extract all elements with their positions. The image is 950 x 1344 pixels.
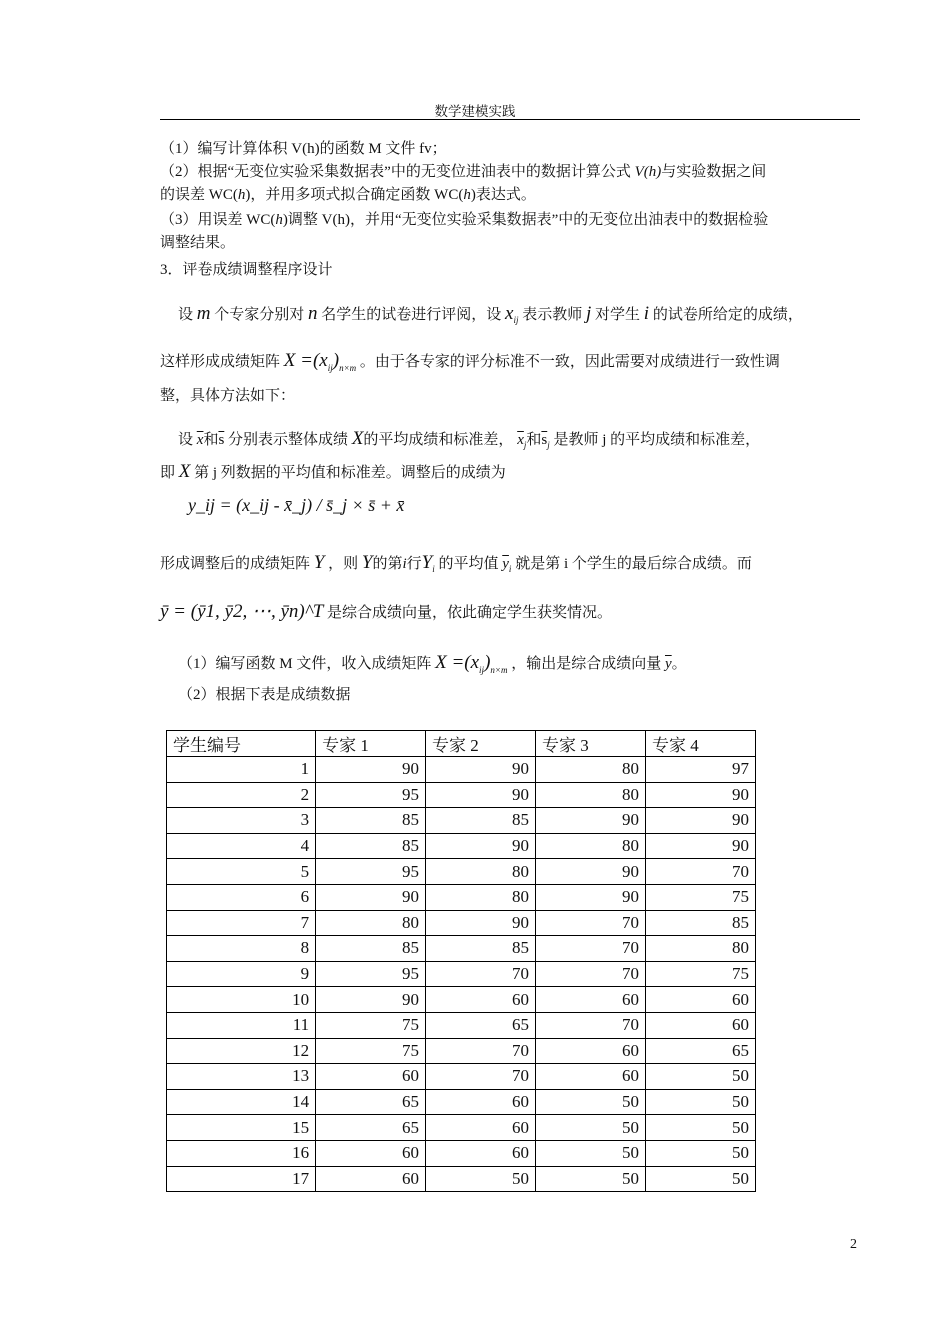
table-cell: 80 bbox=[536, 757, 646, 783]
table-cell: 60 bbox=[645, 987, 755, 1013]
table-cell: 90 bbox=[426, 833, 536, 859]
table-cell: 9 bbox=[167, 961, 316, 987]
table-cell: 60 bbox=[536, 1038, 646, 1064]
column-header: 专家 4 bbox=[645, 731, 755, 757]
table-cell: 80 bbox=[316, 910, 426, 936]
table-cell: 50 bbox=[536, 1140, 646, 1166]
table-cell: 5 bbox=[167, 859, 316, 885]
item-3-line-2: 调整结果。 bbox=[160, 235, 236, 251]
table-cell: 50 bbox=[536, 1115, 646, 1141]
table-cell: 8 bbox=[167, 936, 316, 962]
table-cell: 3 bbox=[167, 808, 316, 834]
table-cell: 70 bbox=[536, 961, 646, 987]
table-cell: 90 bbox=[645, 833, 755, 859]
table-cell: 80 bbox=[426, 859, 536, 885]
paragraph-5: 即 X 第 j 列数据的平均值和标准差。调整后的成绩为 bbox=[160, 461, 506, 482]
item-1: （1）编写计算体积 V(h)的函数 M 文件 fv； bbox=[160, 141, 447, 157]
table-cell: 70 bbox=[426, 961, 536, 987]
table-cell: 60 bbox=[645, 1012, 755, 1038]
table-row bbox=[167, 782, 756, 808]
table-cell: 11 bbox=[167, 1012, 316, 1038]
paragraph-2: 这样形成成绩矩阵 $X =(x_{ij})_{n\times m}$ 。由于各专家的评分标准不一致，因此需要对成绩进行一致性调 bbox=[160, 350, 780, 373]
table-cell: 6 bbox=[167, 884, 316, 910]
table-cell: 14 bbox=[167, 1089, 316, 1115]
item-2-line-2: 的误差 WC(h)，并用多项式拟合确定函数 WC(h)表达式。 bbox=[160, 187, 536, 203]
column-header: 专家 2 bbox=[426, 731, 536, 757]
table-cell: 16 bbox=[167, 1140, 316, 1166]
table-cell: 4 bbox=[167, 833, 316, 859]
table-cell: 50 bbox=[645, 1089, 755, 1115]
table-cell: 12 bbox=[167, 1038, 316, 1064]
adjusted-score-formula: y_ij = (x_ij - x̄_j) / s̄_j × s̄ + x̄ bbox=[188, 495, 405, 515]
table-row bbox=[167, 1012, 756, 1038]
paragraph-1: 设 m 个专家分别对 n 名学生的试卷进行评阅，设 $x_{ij}$ 表示教师 j 对学生 i 的试卷所给定的成绩， bbox=[178, 303, 803, 325]
table-cell: 50 bbox=[645, 1166, 755, 1192]
table-cell: 75 bbox=[316, 1038, 426, 1064]
table-cell: 70 bbox=[536, 1012, 646, 1038]
table-cell: 95 bbox=[316, 859, 426, 885]
item-3-line-1: （3）用误差 WC(h)调整 V(h)，并用“无变位实验采集数据表”中的无变位出油表中的数据检验 bbox=[160, 212, 769, 228]
paragraph-6: 形成调整后的成绩矩阵 Y ，则 Y的第i行$Y_i$ 的平均值 $\overline{y}_i$ 就是第 i 个学生的最后综合成绩。而 bbox=[160, 552, 752, 574]
table-cell: 50 bbox=[645, 1140, 755, 1166]
table-row bbox=[167, 987, 756, 1013]
table-cell: 90 bbox=[536, 859, 646, 885]
table-row bbox=[167, 961, 756, 987]
table-cell: 70 bbox=[426, 1038, 536, 1064]
table-cell: 13 bbox=[167, 1064, 316, 1090]
table-cell: 50 bbox=[426, 1166, 536, 1192]
table-row bbox=[167, 757, 756, 783]
table-cell: 80 bbox=[645, 936, 755, 962]
table-cell: 60 bbox=[316, 1166, 426, 1192]
table-cell: 97 bbox=[645, 757, 755, 783]
table-cell: 75 bbox=[316, 1012, 426, 1038]
table-row bbox=[167, 1038, 756, 1064]
table-cell: 85 bbox=[426, 808, 536, 834]
table-cell: 70 bbox=[536, 910, 646, 936]
table-cell: 75 bbox=[645, 961, 755, 987]
table-cell: 80 bbox=[426, 884, 536, 910]
table-cell: 65 bbox=[316, 1089, 426, 1115]
table-cell: 60 bbox=[316, 1064, 426, 1090]
table-cell: 90 bbox=[316, 757, 426, 783]
table-cell: 50 bbox=[536, 1166, 646, 1192]
table-cell: 7 bbox=[167, 910, 316, 936]
table-row bbox=[167, 1115, 756, 1141]
table-cell: 90 bbox=[645, 782, 755, 808]
table-header-row bbox=[167, 731, 756, 757]
table-cell: 90 bbox=[536, 808, 646, 834]
paragraph-3: 整，具体方法如下： bbox=[160, 388, 296, 404]
table-cell: 90 bbox=[426, 757, 536, 783]
table-cell: 95 bbox=[316, 782, 426, 808]
page-number: 2 bbox=[850, 1237, 857, 1252]
header-divider bbox=[160, 119, 860, 120]
table-cell: 85 bbox=[316, 936, 426, 962]
score-table-header bbox=[167, 731, 756, 757]
table-cell: 65 bbox=[426, 1012, 536, 1038]
table-row bbox=[167, 936, 756, 962]
table-cell: 15 bbox=[167, 1115, 316, 1141]
table-cell: 1 bbox=[167, 757, 316, 783]
table-cell: 17 bbox=[167, 1166, 316, 1192]
table-cell: 75 bbox=[645, 884, 755, 910]
column-header: 学生编号 bbox=[167, 731, 316, 757]
table-cell: 80 bbox=[536, 833, 646, 859]
table-cell: 70 bbox=[536, 936, 646, 962]
table-row bbox=[167, 859, 756, 885]
table-cell: 90 bbox=[316, 987, 426, 1013]
paragraph-4: 设 $\overline{x}$和$\overline{s}$ 分别表示整体成绩 X的平均成绩和标准差， $\overline{x}_j$和$\overline{s}_j$ 是教师 j 的平均成绩和标准差， bbox=[178, 428, 761, 450]
table-row bbox=[167, 833, 756, 859]
table-cell: 85 bbox=[426, 936, 536, 962]
table-row bbox=[167, 884, 756, 910]
column-header: 专家 1 bbox=[316, 731, 426, 757]
table-row bbox=[167, 808, 756, 834]
task-2: （2）根据下表是成绩数据 bbox=[178, 687, 351, 703]
table-row bbox=[167, 1140, 756, 1166]
table-cell: 90 bbox=[316, 884, 426, 910]
table-cell: 60 bbox=[426, 987, 536, 1013]
table-cell: 60 bbox=[536, 987, 646, 1013]
column-header: 专家 3 bbox=[536, 731, 646, 757]
table-cell: 50 bbox=[645, 1064, 755, 1090]
table-cell: 70 bbox=[426, 1064, 536, 1090]
score-vector: ȳ = (ȳ1, ȳ2, ⋯, ȳn)^T bbox=[160, 601, 324, 622]
paragraph-7: ȳ = (ȳ1, ȳ2, ⋯, ȳn)^T 是综合成绩向量，依此确定学生获奖情况。 bbox=[160, 601, 613, 622]
table-cell: 80 bbox=[536, 782, 646, 808]
table-cell: 60 bbox=[536, 1064, 646, 1090]
table-cell: 85 bbox=[316, 833, 426, 859]
table-row bbox=[167, 910, 756, 936]
table-row bbox=[167, 1064, 756, 1090]
table-cell: 85 bbox=[645, 910, 755, 936]
table-cell: 60 bbox=[426, 1089, 536, 1115]
table-cell: 2 bbox=[167, 782, 316, 808]
table-cell: 60 bbox=[316, 1140, 426, 1166]
page-header-title: 数学建模实践 bbox=[434, 104, 516, 119]
section-3-heading: 3．评卷成绩调整程序设计 bbox=[160, 262, 333, 278]
table-cell: 65 bbox=[316, 1115, 426, 1141]
table-cell: 10 bbox=[167, 987, 316, 1013]
table-row bbox=[167, 1166, 756, 1192]
table-cell: 95 bbox=[316, 961, 426, 987]
table-cell: 60 bbox=[426, 1140, 536, 1166]
table-cell: 90 bbox=[426, 910, 536, 936]
score-table bbox=[166, 730, 756, 1192]
table-cell: 65 bbox=[645, 1038, 755, 1064]
table-cell: 60 bbox=[426, 1115, 536, 1141]
table-cell: 50 bbox=[645, 1115, 755, 1141]
table-cell: 50 bbox=[536, 1089, 646, 1115]
table-row bbox=[167, 1089, 756, 1115]
table-cell: 90 bbox=[645, 808, 755, 834]
table-cell: 85 bbox=[316, 808, 426, 834]
score-table-body bbox=[167, 757, 756, 1192]
table-cell: 90 bbox=[536, 884, 646, 910]
table-cell: 90 bbox=[426, 782, 536, 808]
table-cell: 70 bbox=[645, 859, 755, 885]
item-2-line-1: （2）根据“无变位实验采集数据表”中的无变位进油表中的数据计算公式 V(h)与实验数据之间 bbox=[160, 164, 767, 180]
task-1: （1）编写函数 M 文件，收入成绩矩阵 $X =(x_{ij})_{n\times m}$ ，输出是综合成绩向量 $\overline{y}$。 bbox=[178, 652, 687, 675]
